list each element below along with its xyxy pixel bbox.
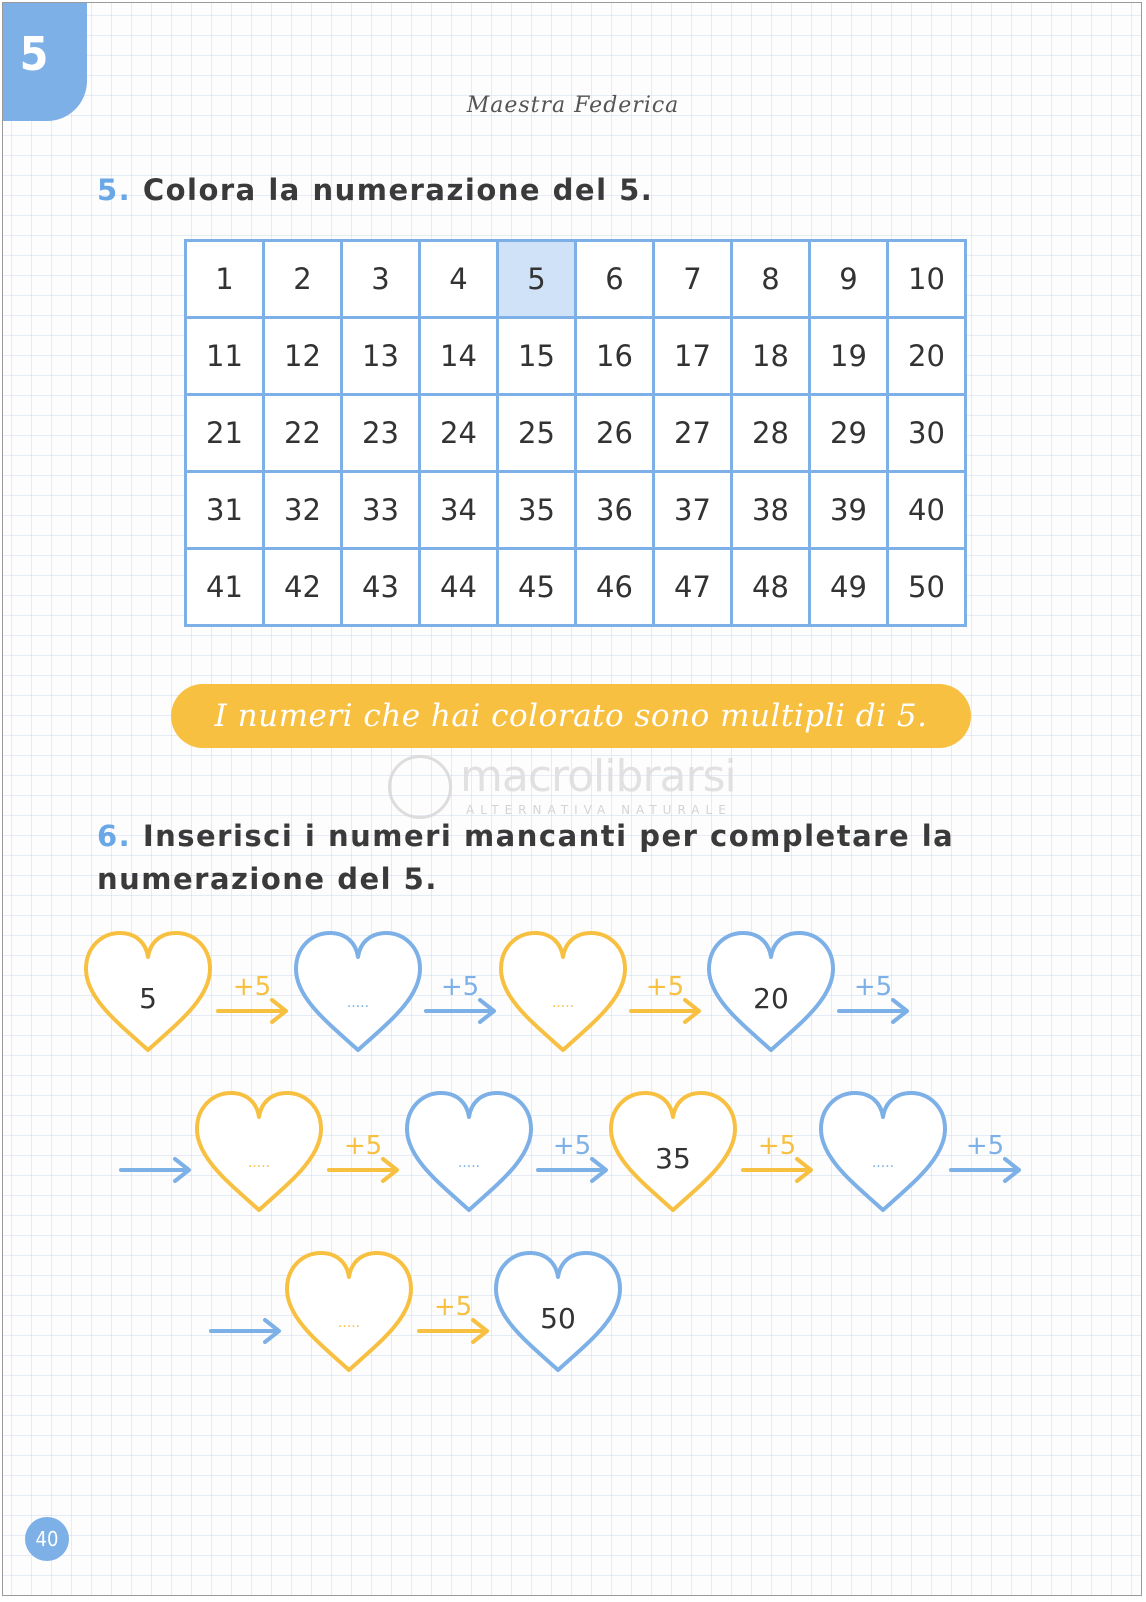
step-label: +5 bbox=[433, 1292, 473, 1322]
grid-cell-28[interactable]: 28 bbox=[732, 395, 810, 472]
grid-cell-50[interactable]: 50 bbox=[888, 549, 966, 626]
step-label: +5 bbox=[552, 1131, 592, 1161]
exercise-5-number: 5. bbox=[97, 173, 132, 207]
grid-cell-33[interactable]: 33 bbox=[342, 472, 420, 549]
heart-shape bbox=[407, 1093, 531, 1210]
grid-cell-22[interactable]: 22 bbox=[264, 395, 342, 472]
grid-cell-21[interactable]: 21 bbox=[186, 395, 264, 472]
workbook-page bbox=[2, 2, 1142, 1596]
grid-cell-23[interactable]: 23 bbox=[342, 395, 420, 472]
grid-cell-15[interactable]: 15 bbox=[498, 318, 576, 395]
step-label: +5 bbox=[757, 1131, 797, 1161]
heart-value: 50 bbox=[540, 1302, 576, 1335]
heart-blank-input[interactable]: ..... bbox=[247, 1155, 271, 1171]
heart-blank-input[interactable]: ..... bbox=[337, 1315, 361, 1331]
grid-cell-45[interactable]: 45 bbox=[498, 549, 576, 626]
grid-cell-2[interactable]: 2 bbox=[264, 241, 342, 318]
watermark-name: macrolibrarsi bbox=[460, 751, 736, 802]
grid-cell-43[interactable]: 43 bbox=[342, 549, 420, 626]
grid-cell-24[interactable]: 24 bbox=[420, 395, 498, 472]
heart-blank-input[interactable]: ..... bbox=[346, 995, 370, 1011]
grid-cell-26[interactable]: 26 bbox=[576, 395, 654, 472]
heart-blank-input[interactable]: ..... bbox=[551, 995, 575, 1011]
grid-cell-29[interactable]: 29 bbox=[810, 395, 888, 472]
page-number: 40 bbox=[25, 1517, 69, 1561]
grid-cell-14[interactable]: 14 bbox=[420, 318, 498, 395]
heart-blank-input[interactable]: ..... bbox=[871, 1155, 895, 1171]
grid-cell-11[interactable]: 11 bbox=[186, 318, 264, 395]
info-banner: I numeri che hai colorato sono multipli di 5. bbox=[171, 684, 971, 748]
step-label: +5 bbox=[965, 1131, 1005, 1161]
exercise-6-instruction-line2: numerazione del 5. bbox=[97, 862, 438, 896]
grid-cell-20[interactable]: 20 bbox=[888, 318, 966, 395]
heart-shape bbox=[821, 1093, 945, 1210]
grid-cell-47[interactable]: 47 bbox=[654, 549, 732, 626]
heart-shape bbox=[296, 933, 420, 1050]
grid-cell-6[interactable]: 6 bbox=[576, 241, 654, 318]
chapter-number: 5 bbox=[19, 27, 49, 81]
grid-cell-25[interactable]: 25 bbox=[498, 395, 576, 472]
grid-cell-35[interactable]: 35 bbox=[498, 472, 576, 549]
exercise-6-instruction-line1: Inserisci i numeri mancanti per completare la bbox=[142, 819, 955, 853]
grid-cell-1[interactable]: 1 bbox=[186, 241, 264, 318]
step-label: +5 bbox=[853, 972, 893, 1002]
grid-cell-48[interactable]: 48 bbox=[732, 549, 810, 626]
grid-cell-31[interactable]: 31 bbox=[186, 472, 264, 549]
grid-cell-27[interactable]: 27 bbox=[654, 395, 732, 472]
grid-cell-4[interactable]: 4 bbox=[420, 241, 498, 318]
grid-cell-9[interactable]: 9 bbox=[810, 241, 888, 318]
heart-value: 35 bbox=[655, 1142, 691, 1175]
grid-cell-42[interactable]: 42 bbox=[264, 549, 342, 626]
heart-value: 5 bbox=[139, 982, 157, 1015]
grid-cell-13[interactable]: 13 bbox=[342, 318, 420, 395]
step-label: +5 bbox=[645, 972, 685, 1002]
heart-value: 20 bbox=[753, 982, 789, 1015]
grid-cell-30[interactable]: 30 bbox=[888, 395, 966, 472]
heart-shape bbox=[501, 933, 625, 1050]
grid-cell-19[interactable]: 19 bbox=[810, 318, 888, 395]
grid-cell-41[interactable]: 41 bbox=[186, 549, 264, 626]
grid-cell-18[interactable]: 18 bbox=[732, 318, 810, 395]
heart-shape bbox=[287, 1253, 411, 1370]
grid-cell-12[interactable]: 12 bbox=[264, 318, 342, 395]
grid-cell-16[interactable]: 16 bbox=[576, 318, 654, 395]
exercise-6-number: 6. bbox=[97, 819, 132, 853]
grid-cell-37[interactable]: 37 bbox=[654, 472, 732, 549]
grid-cell-44[interactable]: 44 bbox=[420, 549, 498, 626]
grid-cell-7[interactable]: 7 bbox=[654, 241, 732, 318]
grid-cell-17[interactable]: 17 bbox=[654, 318, 732, 395]
page-header: Maestra Federica bbox=[466, 93, 680, 118]
grid-cell-38[interactable]: 38 bbox=[732, 472, 810, 549]
step-label: +5 bbox=[343, 1131, 383, 1161]
watermark-tagline: ALTERNATIVA NATURALE bbox=[466, 803, 732, 817]
grid-cell-34[interactable]: 34 bbox=[420, 472, 498, 549]
grid-cell-46[interactable]: 46 bbox=[576, 549, 654, 626]
hearts-sequence bbox=[3, 3, 1142, 1503]
heart-blank-input[interactable]: ..... bbox=[457, 1155, 481, 1171]
grid-cell-40[interactable]: 40 bbox=[888, 472, 966, 549]
grid-cell-10[interactable]: 10 bbox=[888, 241, 966, 318]
grid-cell-39[interactable]: 39 bbox=[810, 472, 888, 549]
grid-cell-5[interactable]: 5 bbox=[498, 241, 576, 318]
grid-cell-36[interactable]: 36 bbox=[576, 472, 654, 549]
grid-cell-49[interactable]: 49 bbox=[810, 549, 888, 626]
grid-cell-32[interactable]: 32 bbox=[264, 472, 342, 549]
step-label: +5 bbox=[232, 972, 272, 1002]
grid-cell-3[interactable]: 3 bbox=[342, 241, 420, 318]
heart-shape bbox=[197, 1093, 321, 1210]
step-label: +5 bbox=[440, 972, 480, 1002]
exercise-5-instruction: Colora la numerazione del 5. bbox=[142, 173, 654, 207]
grid-cell-8[interactable]: 8 bbox=[732, 241, 810, 318]
